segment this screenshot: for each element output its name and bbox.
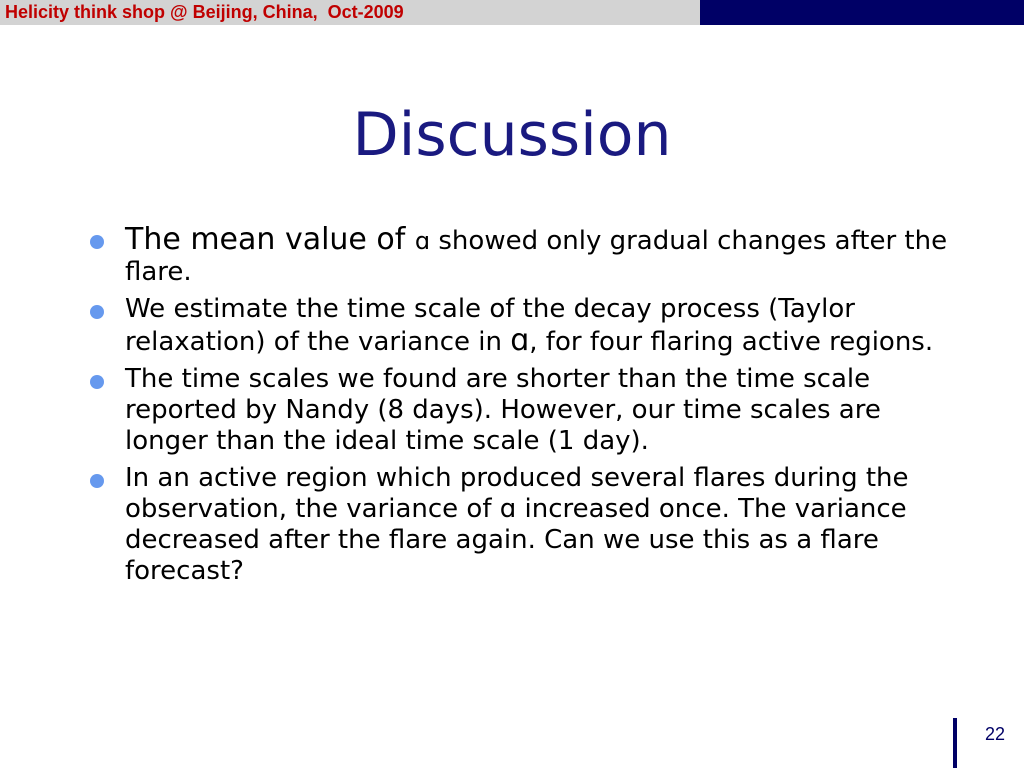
bullet-item-3 [90,364,950,457]
page-number: 22 [985,724,1006,744]
bullet-4-text-after: increased once. The variance decreased after the flare again. Can we use this as a flare forecast? [125,494,907,586]
bullet-list [90,224,950,593]
bullet-item-4 [90,463,950,587]
bullet-4-text-before: In an active region which produced several flares during the observation, the variance of [125,463,909,524]
bullet-dot-icon [90,235,104,249]
bullet-3-text: The time scales we found are shorter than the time scale reported by Nandy (8 days). However, our time scales are longer than the ideal time scale (1 day). [125,364,881,456]
header-bar-right [700,0,1024,25]
bullet-2-text-before: We estimate the time scale of the decay process (Taylor relaxation) of the variance in [125,294,855,357]
bullet-1-symbol: ɑ [414,227,431,255]
bullet-item-1 [90,224,950,288]
bullet-1-text: showed only gradual changes after the flare. [125,226,948,287]
header-text: Helicity think shop @ Beijing, China, Oct-2009 [5,2,404,22]
header-bar-left [0,0,700,25]
bullet-2-text-after: , for four flaring active regions. [529,327,934,357]
slide-title: Discussion [352,100,672,170]
bullet-dot-icon [90,474,104,488]
footer-divider [953,718,957,768]
bullet-1-lead: The mean value of [125,222,415,257]
bullet-4-symbol: ɑ [499,494,517,524]
bullet-2-symbol: ɑ [510,323,530,358]
bullet-dot-icon [90,375,104,389]
bullet-item-2 [90,294,950,358]
bullet-dot-icon [90,305,104,319]
